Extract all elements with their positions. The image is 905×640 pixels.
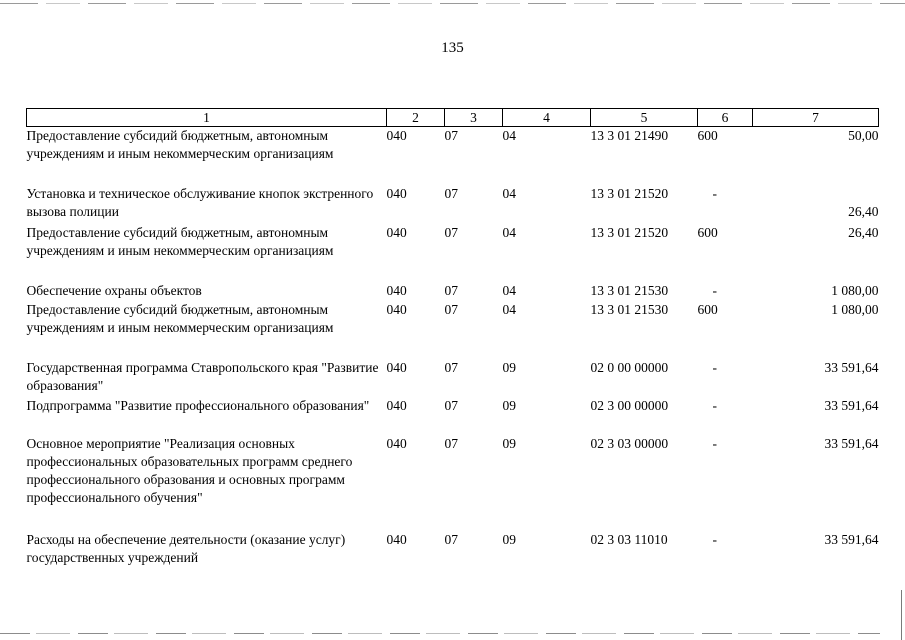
row-col-3: 07: [444, 224, 458, 240]
row-name: Обеспечение охраны объектов: [26, 282, 202, 298]
row-name: Государственная программа Ставропольского края "Развитие образования": [26, 359, 379, 393]
row-col-6: 600: [697, 128, 718, 143]
row-col-3: 07: [444, 397, 458, 413]
row-col-5: 13 3 01 21530: [590, 282, 669, 298]
header-col-5: 5: [591, 109, 698, 127]
table-row: [27, 397, 879, 435]
row-col-7: 26,40: [848, 203, 879, 219]
header-col-7: 7: [753, 109, 879, 127]
table-row: [27, 301, 879, 359]
row-name: Предоставление субсидий бюджетным, автономным учреждениям и иным некоммерческим организациям: [26, 301, 334, 335]
row-col-6: -: [712, 397, 717, 413]
row-col-2: 040: [386, 531, 407, 547]
row-col-7: 50,00: [848, 128, 879, 143]
row-col-4: 09: [502, 397, 516, 413]
table-row: [27, 359, 879, 397]
table-row: [27, 282, 879, 301]
row-col-2: 040: [386, 282, 407, 298]
row-col-4: 04: [502, 185, 516, 201]
row-col-5: 13 3 01 21490: [590, 128, 669, 143]
row-col-7: 33 591,64: [824, 531, 879, 547]
row-col-6: -: [712, 185, 717, 201]
row-col-6: -: [712, 435, 717, 451]
row-name: Предоставление субсидий бюджетным, автономным учреждениям и иным некоммерческим организациям: [26, 224, 334, 258]
row-col-4: 04: [502, 282, 516, 298]
row-col-5: 13 3 01 21530: [590, 301, 669, 317]
row-col-4: 09: [502, 435, 516, 451]
row-name: Установка и техническое обслуживание кнопок экстренного вызова полиции: [26, 185, 374, 219]
row-col-5: 02 0 00 00000: [590, 359, 669, 375]
table-row: [27, 531, 879, 571]
row-col-3: 07: [444, 185, 458, 201]
row-col-5: 13 3 01 21520: [590, 185, 669, 201]
scan-edge-bottom: [0, 633, 880, 634]
row-col-7: 1 080,00: [831, 282, 879, 298]
row-col-2: 040: [386, 185, 407, 201]
row-col-3: 07: [444, 359, 458, 375]
scan-edge-right: [901, 590, 902, 640]
row-col-4: 09: [502, 531, 516, 547]
row-col-5: 02 3 03 11010: [590, 531, 668, 547]
row-col-5: 13 3 01 21520: [590, 224, 669, 240]
header-col-1: 1: [27, 109, 387, 127]
budget-table: [26, 108, 879, 571]
row-col-6: 600: [697, 224, 718, 240]
row-col-4: 04: [502, 301, 516, 317]
row-name: Расходы на обеспечение деятельности (оказание услуг) государственных учреждений: [26, 531, 346, 565]
scan-edge-top: [0, 3, 905, 4]
row-col-5: 02 3 00 00000: [590, 397, 669, 413]
table-row: [27, 185, 879, 224]
row-col-2: 040: [386, 128, 407, 143]
row-col-7: 26,40: [848, 224, 879, 240]
row-col-3: 07: [444, 301, 458, 317]
row-name: Предоставление субсидий бюджетным, автономным учреждениям и иным некоммерческим организациям: [26, 128, 334, 161]
table-row: [27, 435, 879, 531]
row-col-3: 07: [444, 531, 458, 547]
row-col-6: -: [712, 359, 717, 375]
row-col-7: 33 591,64: [824, 359, 879, 375]
header-col-2: 2: [387, 109, 445, 127]
row-col-3: 07: [444, 435, 458, 451]
row-col-7: 33 591,64: [824, 435, 879, 451]
row-col-6: -: [712, 531, 717, 547]
table-row: [27, 224, 879, 282]
table-row: [27, 127, 879, 185]
row-col-6: -: [712, 282, 717, 298]
header-col-4: 4: [503, 109, 591, 127]
row-col-2: 040: [386, 397, 407, 413]
table-header-row: [27, 109, 879, 127]
row-col-5: 02 3 03 00000: [590, 435, 669, 451]
row-col-4: 04: [502, 224, 516, 240]
header-col-3: 3: [445, 109, 503, 127]
row-col-2: 040: [386, 359, 407, 375]
row-col-7: 1 080,00: [831, 301, 879, 317]
row-col-7: 33 591,64: [824, 397, 879, 413]
page-number: 135: [441, 40, 464, 56]
row-name: Подпрограмма "Развитие профессионального образования": [26, 397, 370, 413]
header-col-6: 6: [698, 109, 753, 127]
row-col-6: 600: [697, 301, 718, 317]
row-col-2: 040: [386, 301, 407, 317]
row-col-3: 07: [444, 128, 458, 143]
row-col-3: 07: [444, 282, 458, 298]
row-col-2: 040: [386, 224, 407, 240]
row-col-4: 04: [502, 128, 516, 143]
row-col-4: 09: [502, 359, 516, 375]
row-name: Основное мероприятие "Реализация основных профессиональных образовательных программ среднего профессионального образования и основных программ профессионального обучения": [26, 435, 353, 505]
row-col-2: 040: [386, 435, 407, 451]
